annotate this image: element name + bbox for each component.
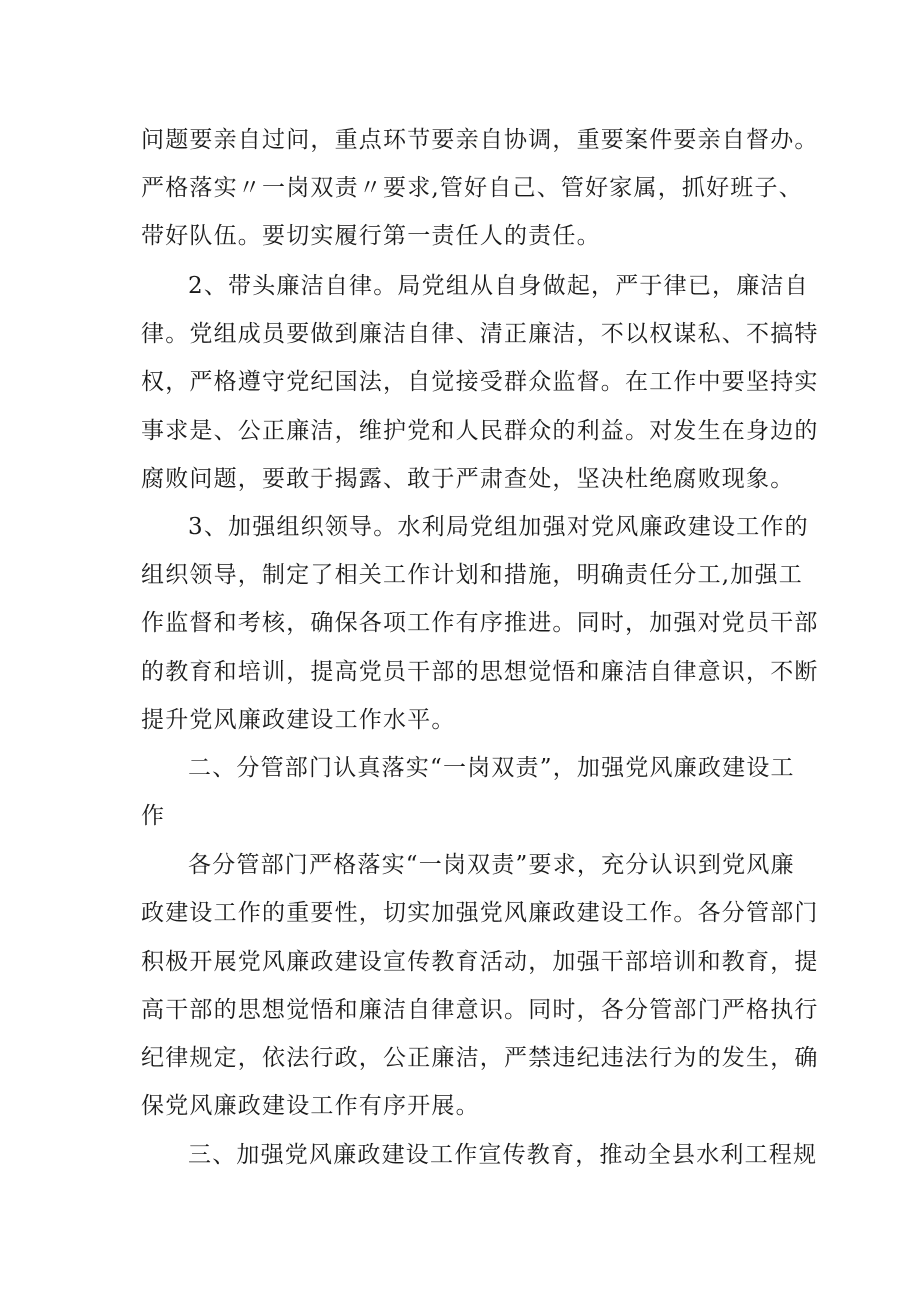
text-line: 保党风廉政建设工作有序开展。 xyxy=(141,1093,480,1119)
text-line: 腐败问题，要敢于揭露、敢于严肃查处，坚决杜绝腐败现象。 xyxy=(141,466,795,492)
text-line: 高干部的思想觉悟和廉洁自律意识。同时，各分管部门严格执行 xyxy=(141,997,819,1023)
section-3-heading: 三、加强党风廉政建设工作宣传教育，推动全县水利工程规 xyxy=(188,1142,818,1168)
section-2-heading: 二、分管部门认真落实“一岗双责”，加强党风廉政建设工 xyxy=(188,755,795,781)
paragraph-2-first-line: 2、带头廉洁自律。局党组从自身做起，严于律已，廉洁自 xyxy=(188,273,809,299)
text-line: 作监督和考核，确保各项工作有序推进。同时，加强对党员干部 xyxy=(141,610,819,636)
text-line: 权，严格遵守党纪国法，自觉接受群众监督。在工作中要坚持实 xyxy=(141,369,819,395)
text-line: 事求是、公正廉洁，维护党和人民群众的利益。对发生在身边的 xyxy=(141,418,819,444)
section-2-paragraph-first-line: 各分管部门严格落实“一岗双责”要求，充分认识到党风廉 xyxy=(188,852,795,878)
text-line: 的教育和培训，提高党员干部的思想觉悟和廉洁自律意识，不断 xyxy=(141,659,819,685)
text-line: 提升党风廉政建设工作水平。 xyxy=(141,707,456,733)
section-2-heading-continued: 作 xyxy=(141,803,166,829)
text-line: 严格落实〃一岗双责〃要求,管好自己、管好家属，抓好班子、 xyxy=(141,175,803,201)
text-line: 积极开展党风廉政建设宣传教育活动，加强干部培训和教育，提 xyxy=(141,949,819,975)
text-line: 政建设工作的重要性，切实加强党风廉政建设工作。各分管部门 xyxy=(141,900,819,926)
paragraph-3-first-line: 3、加强组织领导。水利局党组加强对党风廉政建设工作的 xyxy=(188,514,809,540)
text-line: 律。党组成员要做到廉洁自律、清正廉洁，不以权谋私、不搞特 xyxy=(141,321,819,347)
text-line: 问题要亲自过问，重点环节要亲自协调，重要案件要亲自督办。 xyxy=(141,127,819,153)
text-line: 纪律规定，依法行政，公正廉洁，严禁违纪违法行为的发生，确 xyxy=(141,1045,819,1071)
text-line: 带好队伍。要切实履行第一责任人的责任。 xyxy=(141,223,601,249)
text-line: 组织领导，制定了相关工作计划和措施，明确责任分工,加强工 xyxy=(141,562,803,588)
